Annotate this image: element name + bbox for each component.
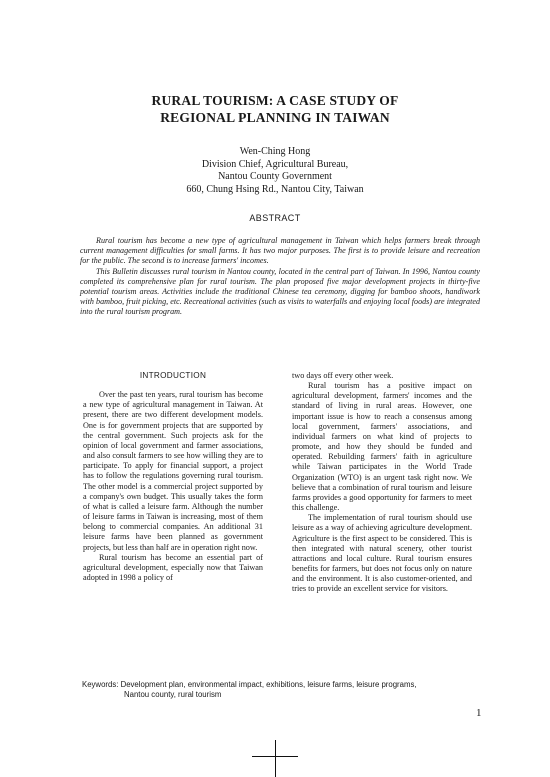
- author-block: [0, 146, 550, 196]
- abstract-paragraph: Rural tourism has become a new type of agricultural management in Taiwan which helps farmers break through current management difficulties for small farms. It has two major purposes. The first is to provide leisure and recreation for the public. The second is to increase farmers' incomes.: [80, 236, 480, 266]
- author-position: Division Chief, Agricultural Bureau,: [201, 158, 349, 170]
- crop-mark-vertical: [275, 740, 276, 777]
- paper-title: [0, 92, 550, 126]
- title-line-2: REGIONAL PLANNING IN TAIWAN: [160, 110, 390, 125]
- author-organization: Nantou County Government: [218, 171, 332, 182]
- crop-mark-horizontal: [252, 756, 298, 757]
- body-paragraph: two days off every other week.: [292, 371, 394, 380]
- keywords-line-2: Nantou county, rural tourism: [124, 690, 222, 699]
- body-paragraph: The implementation of rural tourism should use leisure as a way of achieving agriculture development. Agriculture is the first aspect to be considered. This is then integrated with natural scenery, other tourist attractions and local culture. Rural tourism ensures benefits for farmers, but does not focus only on nature and the environment. It is also customer-oriented, and tries to provide an excellent service for visitors.: [292, 513, 472, 594]
- keywords: [82, 680, 482, 700]
- body-paragraph: Rural tourism has become an essential part of agricultural development, especially now that Taiwan adopted in 1998 a policy of: [83, 552, 263, 582]
- title-line-1: RURAL TOURISM: A CASE STUDY OF: [151, 93, 399, 108]
- keywords-line-1: Keywords: Development plan, environmental impact, exhibitions, leisure farms, leisure programs,: [82, 680, 417, 689]
- abstract-heading: ABSTRACT: [249, 213, 301, 223]
- right-column: [292, 371, 472, 594]
- introduction-heading: INTRODUCTION: [139, 371, 207, 380]
- left-column: [83, 371, 263, 583]
- page-number: 1: [476, 707, 482, 719]
- author-name: Wen-Ching Hong: [239, 146, 311, 157]
- abstract-body: [80, 236, 480, 318]
- author-address: 660, Chung Hsing Rd., Nantou City, Taiwan: [186, 183, 364, 195]
- body-paragraph: Over the past ten years, rural tourism has become a new type of agricultural management in Taiwan. At present, there are two different development models. One is for government projects that are supported by the central government. Such projects ask for the opinion of local government and farmer associations, and also consult farmers to see how willing they are to participate. To apply for financial support, a project has to follow the regulations governing rural tourism. The other model is a commercial project supported by a company's own budget. This usually takes the form of what is called a leisure farm. Although the number of leisure farms in Taiwan is increasing, most of them belong to commercial companies. An additional 31 leisure farms have been planned as government projects, but less than half are in operation right now.: [83, 390, 263, 552]
- abstract-paragraph: This Bulletin discusses rural tourism in Nantou county, located in the central part of Taiwan. In 1996, Nantou county completed its comprehensive plan for rural tourism. The plan proposed five major development projects in thirty-five potential tourism areas. Activities include the traditional Chinese tea ceremony, digging for bamboo shoots, handiwork with bamboo, fruit picking, etc. Recreational activities (such as visits to waterfalls and enjoying local foods) are integrated into the rural tourism program.: [80, 266, 480, 317]
- body-paragraph: Rural tourism has a positive impact on agricultural development, farmers' incomes and the standard of living in rural areas. However, one important issue is how to reach a consensus among local government, farmers' associations, and individual farmers on what kind of projects to promote, and how they should be funded and operated. Rebuilding farmers' faith in agriculture while Taiwan participates in the World Trade Organization (WTO) is an urgent task right now. We believe that a combination of rural tourism and leisure farms provides a good opportunity for farmers to meet this challenge.: [292, 381, 472, 513]
